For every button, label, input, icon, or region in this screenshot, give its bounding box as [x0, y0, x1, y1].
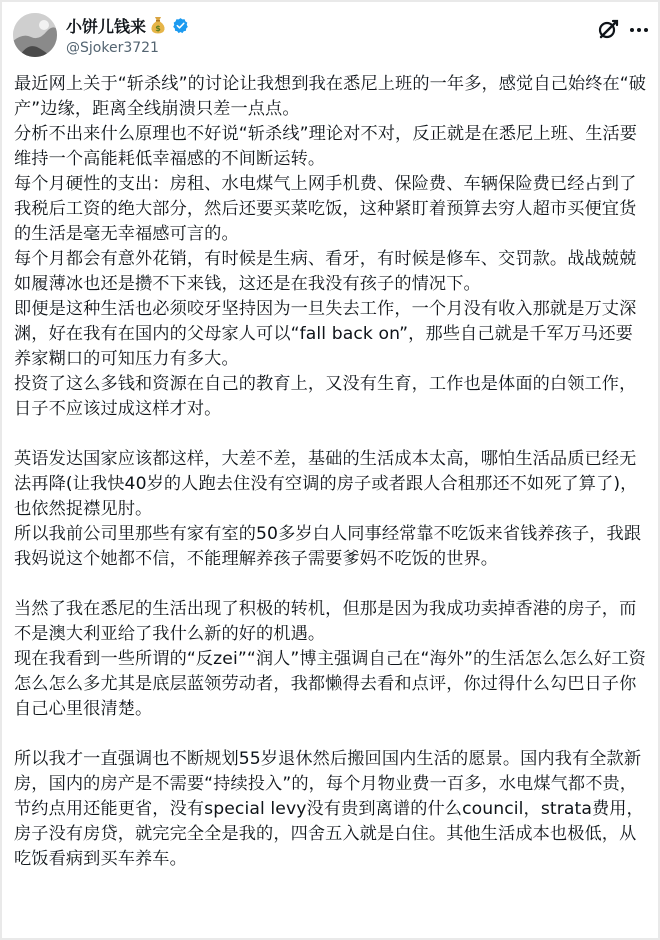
paragraph-spacer [14, 572, 650, 597]
post-paragraph: 每个月都会有意外花销，有时候是生病、看牙，有时候是修车、交罚款。战战兢兢如履薄冰也还是攒不下来钱，这还是在我没有孩子的情况下。 [14, 249, 637, 294]
post-paragraph: 即便是这种生活也必须咬牙坚持因为一旦失去工作，一个月没有收入那就是万丈深渊，好在我有在国内的父母家人可以“fall back on”，那些自己就是千军万马还要养家糊口的可知压力有多大。 [14, 299, 637, 369]
paragraph-spacer [14, 422, 650, 447]
post-paragraph: 投资了这么多钱和资源在自己的教育上，又没有生育，工作也是体面的白领工作，日子不应该过成这样才对。 [14, 374, 637, 419]
post-paragraph: 英语发达国家应该都这样，大差不差，基础的生活成本太高，哪怕生活品质已经无法再降(让我快40岁的人跑去住没有空调的房子或者跟人合租那还不如死了算了)，也依然捉襟见肘。 [14, 449, 638, 519]
author-name-row [66, 14, 189, 36]
post-header [2, 2, 658, 68]
more-icon[interactable] [628, 20, 650, 40]
post-paragraph: 分析不出来什么原理也不好说“斩杀线”理论对不对，反正就是在悉尼上班、生活要维持一个高能耗低幸福感的不间断运转。 [14, 124, 638, 169]
author-avatar[interactable] [13, 13, 57, 57]
author-display-name[interactable]: 小饼儿钱来 [66, 16, 147, 36]
author-handle[interactable]: @Sjoker3721 [66, 40, 159, 56]
avatar-image [13, 13, 57, 57]
svg-text:$: $ [155, 24, 161, 33]
post-paragraph: 最近网上关于“斩杀线”的讨论让我想到我在悉尼上班的一年多，感觉自己始终在“破产”边缘，距离全线崩溃只差一点点。 [14, 74, 647, 119]
paragraph-spacer [14, 722, 650, 747]
verified-badge-icon [172, 17, 189, 34]
post-paragraph: 所以我才一直强调也不断规划55岁退休然后搬回国内生活的愿景。国内我有全款新房，国内的房产是不需要“持续投入”的，每个月物业费一百多，水电煤气都不贵，节约点用还能更省，没有special levy没有贵到离谱的什么council，strata费用，房子没有房贷，就完完全全是我的，四舍五入就是白住。其他生活成本也极低，从吃饭看病到买车养车。 [14, 749, 644, 869]
grok-icon[interactable] [596, 18, 620, 42]
post-paragraph: 所以我前公司里那些有家有室的50多岁白人同事经常靠不吃饭来省钱养孩子，我跟我妈说这个她都不信，不能理解养孩子需要爹妈不吃饭的世界。 [14, 524, 642, 569]
post-paragraph: 每个月硬性的支出：房租、水电煤气上网手机费、保险费、车辆保险费已经占到了我税后工资的绝大部分，然后还要买菜吃饭，这种紧盯着预算去穷人超市买便宜货的生活是毫无幸福感可言的。 [14, 174, 637, 244]
post-paragraph: 当然了我在悉尼的生活出现了积极的转机，但那是因为我成功卖掉香港的房子，而不是澳大利亚给了我什么新的好的机遇。 [14, 599, 637, 644]
post-paragraph: 现在我看到一些所谓的“反zei”“润人”博主强调自己在“海外”的生活怎么怎么好工资怎么怎么多尤其是底层蓝领劳动者，我都懒得去看和点评，你过得什么勾巴日子你自己心里很清楚。 [14, 649, 646, 719]
post-card [2, 2, 658, 938]
money-bag-icon [150, 16, 166, 34]
post-body [14, 72, 650, 872]
